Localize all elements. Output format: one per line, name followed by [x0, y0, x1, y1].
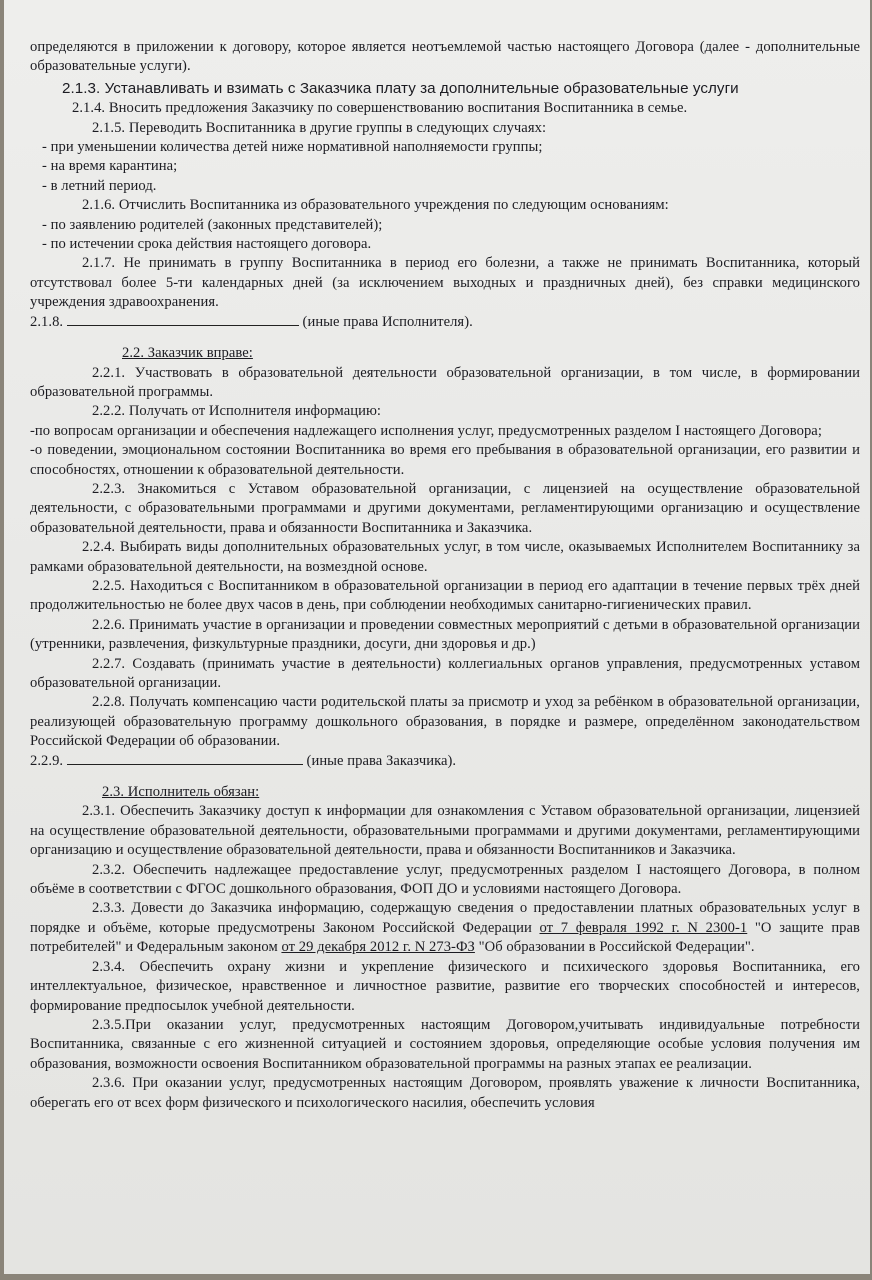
paragraph-2-3-4: 2.3.4. Обеспечить охрану жизни и укрепление физического и психического здоровья Воспитанника, его интеллектуальное, физическое, нравственное и личностное развитие, развитие его творческих способностей и интересов, формирование предпосылок учебной деятельности.	[30, 958, 860, 1014]
list-item: - при уменьшении количества детей ниже нормативной наполняемости группы;	[42, 139, 543, 156]
paragraph-2-2-3: 2.2.3. Знакомиться с Уставом образовательной организации, с лицензией на осуществление образовательной деятельности, с образовательными программами и другими документами, регламентирующими организацию и осуществление образовательной деятельности, права и обязанности Воспитанника и Заказчика.	[30, 480, 860, 536]
list-item: -по вопросам организации и обеспечения надлежащего исполнения услуг, предусмотренных разделом I настоящего Договора;	[30, 422, 822, 439]
paragraph-2-2-8: 2.2.8. Получать компенсацию части родительской платы за присмотр и уход за ребёнком в образовательной организации, реализующей образовательную программу дошкольного образования, в порядке и размере, определённом законодательством Российской Федерации об образовании.	[30, 694, 860, 750]
paragraph-2-2-5: 2.2.5. Находиться с Воспитанником в образовательной организации в период его адаптации в течение первых трёх дней продолжительностью не более двух часов в день, при соблюдении необходимых санитарно-гигиенических правил.	[30, 577, 860, 614]
paragraph-2-3-6: 2.3.6. При оказании услуг, предусмотренных настоящим Договором, проявлять уважение к личности Воспитанника, оберегать его от всех форм физического и психологического насилия, обеспечить условия	[30, 1075, 860, 1111]
document-body	[30, 38, 860, 1113]
clause-number: 2.2.9.	[30, 752, 64, 769]
paragraph-2-3-5: 2.3.5.При оказании услуг, предусмотренных настоящим Договором,учитывать индивидуальные потребности Воспитанника, связанные с его жизненной ситуацией и состоянием здоровья, определяющие особые условия получения им образования, возможности освоения Воспитанником образовательной программы на разных этапах ее реализации.	[30, 1016, 860, 1072]
paragraph-2-2-9	[30, 752, 860, 771]
paragraph-2-2-1: 2.2.1. Участвовать в образовательной деятельности образовательной организации, в том числе, в формировании образовательной программы.	[30, 364, 860, 400]
paragraph-2-2-2: 2.2.2. Получать от Исполнителя информацию:	[92, 403, 382, 420]
law-link[interactable]: от 7 февраля 1992 г. N 2300-1	[539, 919, 748, 936]
section-heading-text: 2.3. Исполнитель обязан:	[102, 784, 260, 801]
clause-tail: (иные права Заказчика).	[306, 752, 457, 769]
paragraph-2-1-7: 2.1.7. Не принимать в группу Воспитанника в период его болезни, а также не принимать Воспитанника, который отсутствовал более 5-ти календарных дней (за исключением выходных и праздничных дней), без справки медицинского учреждения здравоохранения.	[30, 255, 860, 311]
paragraph-2-3-2: 2.3.2. Обеспечить надлежащее предоставление услуг, предусмотренных разделом I настоящего Договора, в полном объёме в соответствии с ФГОС дошкольного образования, ФОП ДО и условиями настоящего Договора.	[30, 861, 860, 898]
paragraph-2-2-7: 2.2.7. Создавать (принимать участие в деятельности) коллегиальных органов управления, предусмотренных уставом образовательной организации.	[30, 655, 860, 691]
fill-in-blank[interactable]	[67, 752, 303, 765]
clause-text: 2.3.3. Довести до Заказчика информацию, содержащую сведения о предоставлении платных образовательных услуг в порядке и объёме, которые предусмотрены Законом Российской Федерации	[30, 900, 860, 936]
list-item: - по истечении срока действия настоящего договора.	[42, 236, 372, 253]
law-link[interactable]: от 29 декабря 2012 г. N 273-ФЗ	[281, 939, 475, 956]
list-item: - по заявлению родителей (законных представителей);	[42, 216, 383, 233]
section-heading-2-2	[30, 344, 860, 363]
fill-in-blank[interactable]	[67, 313, 299, 326]
paragraph-2-1-8	[30, 313, 860, 332]
list-item: -о поведении, эмоциональном состоянии Воспитанника во время его пребывания в образовательной организации, его развитии и способностях, отношении к образовательной деятельности.	[30, 442, 860, 478]
paragraph-2-1-4: 2.1.4. Вносить предложения Заказчику по совершенствованию воспитания Воспитанника в семье.	[72, 100, 688, 117]
paragraph-2-1-5: 2.1.5. Переводить Воспитанника в другие группы в следующих случаях:	[92, 119, 547, 136]
paragraph-2-2-4: 2.2.4. Выбирать виды дополнительных образовательных услуг, в том числе, оказываемых Исполнителем Воспитаннику за рамками образовательной деятельности, на возмездной основе.	[30, 539, 860, 575]
paragraph-2-3-1: 2.3.1. Обеспечить Заказчику доступ к информации для ознакомления с Уставом образовательной организации, лицензией на осуществление образовательной деятельности, образовательными программами и другими документами, регламентирующими организацию и осуществление образовательной деятельности, права и обязанности Воспитанников и Заказчика.	[30, 803, 860, 859]
clause-text: "О защите прав потребителей" и Федеральным законом	[30, 919, 860, 956]
clause-text: "Об образовании в Российской Федерации".	[474, 939, 755, 956]
list-item: - в летний период.	[42, 177, 157, 194]
section-heading-text: 2.2. Заказчик вправе:	[122, 345, 253, 362]
paragraph-2-1-6: 2.1.6. Отчислить Воспитанника из образовательного учреждения по следующим основаниям:	[82, 197, 669, 214]
paragraph-2-3-3	[30, 899, 860, 957]
clause-number: 2.1.8.	[30, 313, 64, 330]
paragraph-2-1-3: 2.1.3. Устанавливать и взимать с Заказчика плату за дополнительные образовательные услуги	[62, 79, 739, 97]
paragraph-continuation: определяются в приложении к договору, которое является неотъемлемой частью настоящего Договора (далее - дополнительные образовательные услуги).	[30, 39, 860, 75]
document-page	[4, 0, 870, 1274]
paragraph-2-2-6: 2.2.6. Принимать участие в организации и проведении совместных мероприятий с детьми в образовательной организации (утренники, развлечения, физкультурные праздники, досуги, дни здоровья и др.)	[30, 616, 860, 653]
list-item: - на время карантина;	[42, 158, 178, 175]
section-heading-2-3	[30, 783, 860, 802]
clause-tail: (иные права Исполнителя).	[302, 313, 473, 330]
